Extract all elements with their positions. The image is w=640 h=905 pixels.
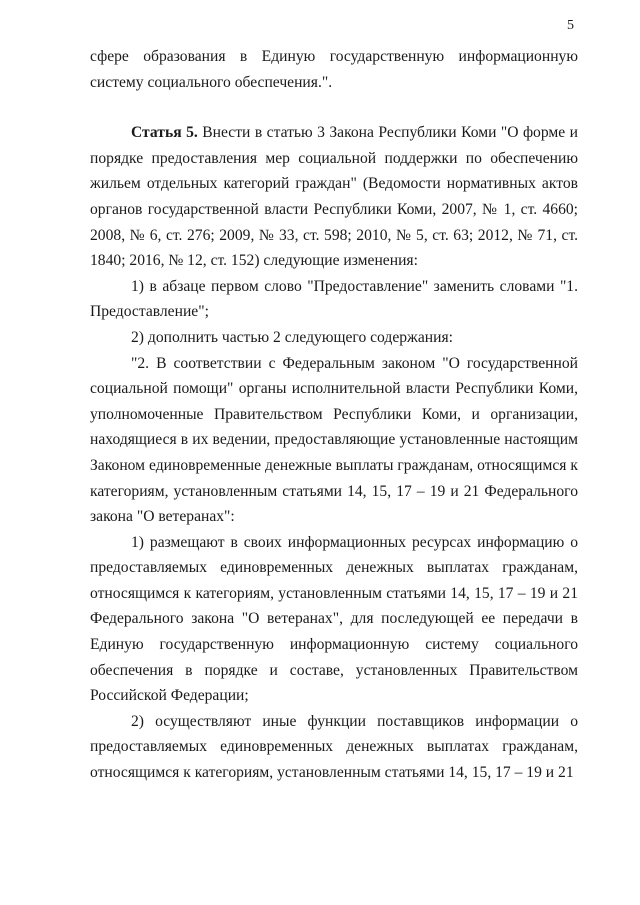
- paragraph-item-1: 1) в абзаце первом слово "Предоставление" заменить словами "1. Предоставление";: [90, 277, 578, 321]
- paragraph-subitem-1: 1) размещают в своих информационных ресурсах информацию о предоставляемых единовременных денежных выплатах гражданам, относящимся к категориям, установленным статьями 14, 15, 17 – 19 и 21 Федерального закона "О ветеранах", для последующей ее передачи в Единую государственную информационную систему социального обеспечения в порядке и составе, установленных Правительством Российской Федерации;: [90, 533, 578, 705]
- paragraph-subitem-2: 2) осуществляют иные функции поставщиков информации о предоставляемых единовременных денежных выплатах гражданам, относящимся к категориям, установленным статьями 14, 15, 17 – 19 и 21: [90, 712, 578, 782]
- article-heading: Статья 5.: [131, 124, 198, 142]
- paragraph-article-5: [90, 120, 578, 274]
- paragraph-continuation: сфере образования в Единую государственную информационную систему социального обеспечения.".: [90, 48, 578, 91]
- article-text: Внести в статью 3 Закона Республики Коми "О форме и порядке предоставления мер социальной поддержки по обеспечению жильем отдельных категорий граждан" (Ведомости нормативных актов органов государственной власти Республики Коми, 2007, № 1, ст. 4660; 2008, № 6, ст. 276; 2009, № 33, ст. 598; 2010, № 5, ст. 63; 2012, № 71, ст. 1840; 2016, № 12, ст. 152) следующие изменения:: [90, 124, 578, 270]
- document-body: [90, 44, 578, 786]
- page-number: 5: [567, 18, 574, 33]
- paragraph-item-2: 2) дополнить частью 2 следующего содержания:: [131, 328, 453, 346]
- paragraph-part-2: "2. В соответствии с Федеральным законом "О государственной социальной помощи" органы исполнительной власти Республики Коми, уполномоченные Правительством Республики Коми, и организации, находящиеся в их ведении, предоставляющие установленные настоящим Законом единовременные денежные выплаты гражданам, относящимся к категориям, установленным статьями 14, 15, 17 – 19 и 21 Федерального закона "О ветеранах":: [90, 354, 578, 526]
